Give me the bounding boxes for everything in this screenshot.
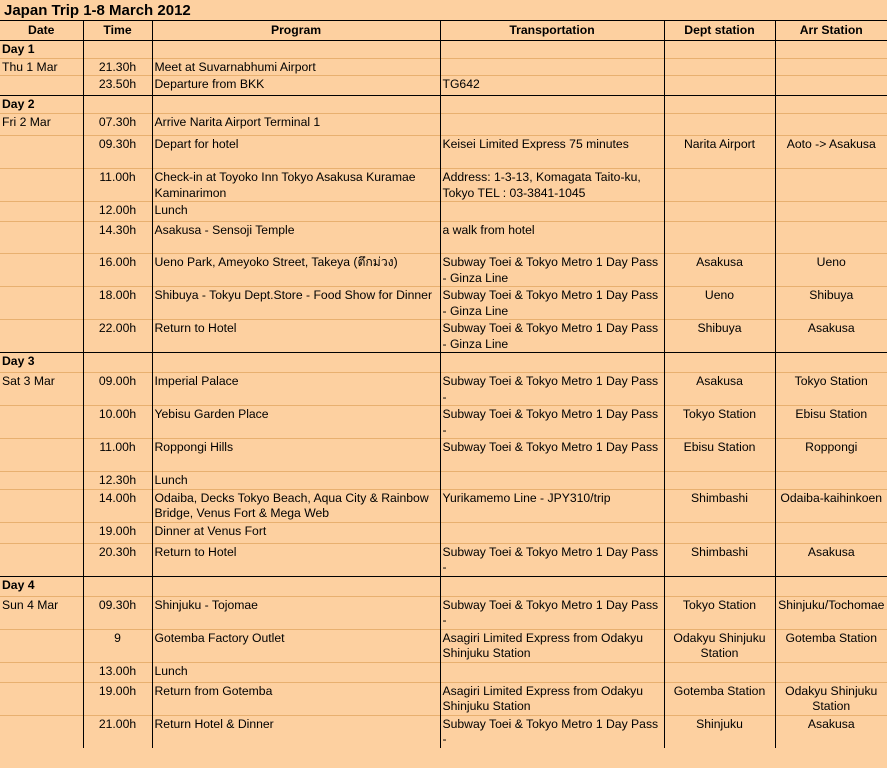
date-cell[interactable]: Day 1 — [0, 41, 83, 59]
transportation-cell[interactable] — [440, 114, 664, 136]
program-cell[interactable]: Odaiba, Decks Tokyo Beach, Aqua City & Rainbow Bridge, Venus Fort & Mega Web — [152, 489, 440, 522]
date-cell[interactable] — [0, 287, 83, 320]
arr-station-cell[interactable] — [775, 169, 887, 202]
transportation-cell[interactable]: Subway Toei & Tokyo Metro 1 Day Pass - Ginza Line — [440, 254, 664, 287]
header-arr-station: Arr Station — [775, 21, 887, 41]
program-cell[interactable]: Departure from BKK — [152, 76, 440, 96]
time-cell[interactable] — [83, 576, 152, 596]
time-cell[interactable]: 20.30h — [83, 543, 152, 576]
transportation-cell[interactable]: Keisei Limited Express 75 minutes — [440, 136, 664, 169]
time-cell[interactable]: 21.00h — [83, 715, 152, 748]
date-cell[interactable] — [0, 320, 83, 353]
table-row — [0, 114, 887, 136]
header-time: Time — [83, 21, 152, 41]
time-cell[interactable]: 19.00h — [83, 682, 152, 715]
dept-station-cell[interactable] — [664, 169, 775, 202]
program-cell[interactable]: Arrive Narita Airport Terminal 1 — [152, 114, 440, 136]
arr-station-cell[interactable] — [775, 353, 887, 373]
dept-station-cell[interactable] — [664, 353, 775, 373]
time-cell[interactable]: 09.30h — [83, 136, 152, 169]
arr-station-cell[interactable]: Shibuya — [775, 287, 887, 320]
dept-station-cell[interactable]: Ebisu Station — [664, 439, 775, 472]
transportation-cell[interactable] — [440, 202, 664, 222]
dept-station-cell[interactable]: Shimbashi — [664, 543, 775, 576]
table-row — [0, 287, 887, 320]
itinerary-body — [0, 41, 887, 748]
dept-station-cell[interactable]: Asakusa — [664, 254, 775, 287]
transportation-cell[interactable] — [440, 96, 664, 114]
table-row — [0, 406, 887, 439]
time-cell[interactable]: 12.00h — [83, 202, 152, 222]
program-cell[interactable] — [152, 96, 440, 114]
program-cell[interactable]: Roppongi Hills — [152, 439, 440, 472]
dept-station-cell[interactable] — [664, 522, 775, 543]
program-cell[interactable]: Shibuya - Tokyu Dept.Store - Food Show for Dinner — [152, 287, 440, 320]
program-cell[interactable]: Gotemba Factory Outlet — [152, 629, 440, 662]
transportation-cell[interactable]: Subway Toei & Tokyo Metro 1 Day Pass — [440, 439, 664, 472]
time-cell[interactable]: 11.00h — [83, 439, 152, 472]
header-transportation: Transportation — [440, 21, 664, 41]
program-cell[interactable]: Depart for hotel — [152, 136, 440, 169]
arr-station-cell[interactable] — [775, 58, 887, 76]
program-cell[interactable]: Lunch — [152, 202, 440, 222]
date-cell[interactable] — [0, 222, 83, 254]
arr-station-cell[interactable] — [775, 522, 887, 543]
date-cell[interactable] — [0, 543, 83, 576]
date-cell[interactable] — [0, 629, 83, 662]
program-cell[interactable]: Return to Hotel — [152, 543, 440, 576]
dept-station-cell[interactable]: Gotemba Station — [664, 682, 775, 715]
date-cell[interactable] — [0, 682, 83, 715]
arr-station-cell[interactable]: Asakusa — [775, 320, 887, 353]
dept-station-cell[interactable]: Odakyu Shinjuku Station — [664, 629, 775, 662]
program-cell[interactable]: Ueno Park, Ameyoko Street, Takeya (ตึกม่วง) — [152, 254, 440, 287]
program-cell[interactable]: Imperial Palace — [152, 373, 440, 406]
dept-station-cell[interactable] — [664, 222, 775, 254]
itinerary-table — [0, 21, 887, 748]
time-cell[interactable]: 22.00h — [83, 320, 152, 353]
time-cell[interactable]: 14.00h — [83, 489, 152, 522]
table-row — [0, 489, 887, 522]
transportation-cell[interactable] — [440, 662, 664, 682]
transportation-cell[interactable]: TG642 — [440, 76, 664, 96]
table-row — [0, 136, 887, 169]
day-header-row — [0, 41, 887, 59]
time-cell[interactable]: 11.00h — [83, 169, 152, 202]
arr-station-cell[interactable] — [775, 76, 887, 96]
program-cell[interactable]: Return Hotel & Dinner — [152, 715, 440, 748]
transportation-cell[interactable]: Subway Toei & Tokyo Metro 1 Day Pass - — [440, 543, 664, 576]
time-cell[interactable] — [83, 353, 152, 373]
program-cell[interactable]: Asakusa - Sensoji Temple — [152, 222, 440, 254]
dept-station-cell[interactable] — [664, 96, 775, 114]
time-cell[interactable]: 10.00h — [83, 406, 152, 439]
arr-station-cell[interactable] — [775, 576, 887, 596]
transportation-cell[interactable]: Subway Toei & Tokyo Metro 1 Day Pass - — [440, 373, 664, 406]
day-header-row — [0, 96, 887, 114]
dept-station-cell[interactable]: Narita Airport — [664, 136, 775, 169]
program-cell[interactable]: Return to Hotel — [152, 320, 440, 353]
transportation-cell[interactable]: Yurikamemo Line - JPY310/trip — [440, 489, 664, 522]
arr-station-cell[interactable]: Tokyo Station — [775, 373, 887, 406]
date-cell[interactable]: Day 2 — [0, 96, 83, 114]
date-cell[interactable] — [0, 169, 83, 202]
table-row — [0, 662, 887, 682]
arr-station-cell[interactable] — [775, 202, 887, 222]
program-cell[interactable] — [152, 41, 440, 59]
transportation-cell[interactable]: Subway Toei & Tokyo Metro 1 Day Pass - Ginza Line — [440, 320, 664, 353]
time-cell[interactable]: 16.00h — [83, 254, 152, 287]
program-cell[interactable]: Shinjuku - Tojomae — [152, 596, 440, 629]
date-cell[interactable]: Sun 4 Mar — [0, 596, 83, 629]
date-cell[interactable]: Fri 2 Mar — [0, 114, 83, 136]
table-row — [0, 373, 887, 406]
transportation-cell[interactable] — [440, 58, 664, 76]
dept-station-cell[interactable] — [664, 76, 775, 96]
dept-station-cell[interactable] — [664, 202, 775, 222]
arr-station-cell[interactable]: Odakyu Shinjuku Station — [775, 682, 887, 715]
time-cell[interactable] — [83, 96, 152, 114]
program-cell[interactable]: Dinner at Venus Fort — [152, 522, 440, 543]
table-row — [0, 202, 887, 222]
date-cell[interactable]: Day 3 — [0, 353, 83, 373]
program-cell[interactable] — [152, 353, 440, 373]
arr-station-cell[interactable]: Asakusa — [775, 543, 887, 576]
date-cell[interactable] — [0, 439, 83, 472]
transportation-cell[interactable]: Subway Toei & Tokyo Metro 1 Day Pass - — [440, 715, 664, 748]
table-row — [0, 596, 887, 629]
table-row — [0, 682, 887, 715]
dept-station-cell[interactable] — [664, 576, 775, 596]
table-row — [0, 629, 887, 662]
date-cell[interactable] — [0, 489, 83, 522]
transportation-cell[interactable]: a walk from hotel — [440, 222, 664, 254]
program-cell[interactable]: Lunch — [152, 472, 440, 490]
header-row — [0, 21, 887, 41]
date-cell[interactable]: Sat 3 Mar — [0, 373, 83, 406]
table-row — [0, 439, 887, 472]
dept-station-cell[interactable] — [664, 662, 775, 682]
time-cell[interactable]: 9 — [83, 629, 152, 662]
program-cell[interactable] — [152, 576, 440, 596]
dept-station-cell[interactable]: Shinjuku — [664, 715, 775, 748]
arr-station-cell[interactable]: Gotemba Station — [775, 629, 887, 662]
transportation-cell[interactable]: Subway Toei & Tokyo Metro 1 Day Pass - — [440, 406, 664, 439]
time-cell[interactable]: 14.30h — [83, 222, 152, 254]
table-row — [0, 254, 887, 287]
time-cell[interactable]: 12.30h — [83, 472, 152, 490]
date-cell[interactable] — [0, 662, 83, 682]
program-cell[interactable]: Lunch — [152, 662, 440, 682]
time-cell[interactable]: 07.30h — [83, 114, 152, 136]
time-cell[interactable]: 23.50h — [83, 76, 152, 96]
dept-station-cell[interactable]: Shimbashi — [664, 489, 775, 522]
transportation-cell[interactable]: Asagiri Limited Express from Odakyu Shinjuku Station — [440, 629, 664, 662]
dept-station-cell[interactable] — [664, 41, 775, 59]
program-cell[interactable]: Return from Gotemba — [152, 682, 440, 715]
transportation-cell[interactable] — [440, 41, 664, 59]
table-row — [0, 58, 887, 76]
time-cell[interactable]: 19.00h — [83, 522, 152, 543]
arr-station-cell[interactable] — [775, 114, 887, 136]
transportation-cell[interactable] — [440, 353, 664, 373]
arr-station-cell[interactable]: Asakusa — [775, 715, 887, 748]
program-cell[interactable]: Check-in at Toyoko Inn Tokyo Asakusa Kuramae Kaminarimon — [152, 169, 440, 202]
table-row — [0, 76, 887, 96]
transportation-cell[interactable] — [440, 522, 664, 543]
date-cell[interactable] — [0, 136, 83, 169]
dept-station-cell[interactable] — [664, 472, 775, 490]
dept-station-cell[interactable]: Shibuya — [664, 320, 775, 353]
date-cell[interactable] — [0, 522, 83, 543]
table-row — [0, 320, 887, 353]
date-cell[interactable] — [0, 202, 83, 222]
arr-station-cell[interactable]: Ueno — [775, 254, 887, 287]
header-program: Program — [152, 21, 440, 41]
time-cell[interactable] — [83, 41, 152, 59]
program-cell[interactable]: Meet at Suvarnabhumi Airport — [152, 58, 440, 76]
arr-station-cell[interactable] — [775, 222, 887, 254]
transportation-cell[interactable] — [440, 576, 664, 596]
dept-station-cell[interactable]: Ueno — [664, 287, 775, 320]
date-cell[interactable] — [0, 406, 83, 439]
dept-station-cell[interactable] — [664, 114, 775, 136]
arr-station-cell[interactable]: Aoto -> Asakusa — [775, 136, 887, 169]
header-dept-station: Dept station — [664, 21, 775, 41]
arr-station-cell[interactable] — [775, 41, 887, 59]
table-row — [0, 222, 887, 254]
table-row — [0, 543, 887, 576]
date-cell[interactable] — [0, 472, 83, 490]
dept-station-cell[interactable] — [664, 58, 775, 76]
header-date: Date — [0, 21, 83, 41]
dept-station-cell[interactable]: Asakusa — [664, 373, 775, 406]
program-cell[interactable]: Yebisu Garden Place — [152, 406, 440, 439]
transportation-cell[interactable] — [440, 472, 664, 490]
date-cell[interactable] — [0, 254, 83, 287]
dept-station-cell[interactable]: Tokyo Station — [664, 406, 775, 439]
dept-station-cell[interactable]: Tokyo Station — [664, 596, 775, 629]
table-row — [0, 715, 887, 748]
date-cell[interactable] — [0, 76, 83, 96]
arr-station-cell[interactable] — [775, 96, 887, 114]
transportation-cell[interactable]: Subway Toei & Tokyo Metro 1 Day Pass - — [440, 596, 664, 629]
arr-station-cell[interactable] — [775, 662, 887, 682]
time-cell[interactable]: 13.00h — [83, 662, 152, 682]
day-header-row — [0, 576, 887, 596]
day-header-row — [0, 353, 887, 373]
arr-station-cell[interactable]: Shinjuku/Tochomae — [775, 596, 887, 629]
transportation-cell[interactable]: Address: 1-3-13, Komagata Taito-ku, Tokyo TEL : 03-3841-1045 — [440, 169, 664, 202]
table-row — [0, 169, 887, 202]
arr-station-cell[interactable]: Odaiba-kaihinkoen — [775, 489, 887, 522]
sheet-title: Japan Trip 1-8 March 2012 — [0, 0, 887, 21]
time-cell[interactable]: 18.00h — [83, 287, 152, 320]
date-cell[interactable]: Day 4 — [0, 576, 83, 596]
date-cell[interactable] — [0, 715, 83, 748]
time-cell[interactable]: 09.00h — [83, 373, 152, 406]
arr-station-cell[interactable] — [775, 472, 887, 490]
table-row — [0, 472, 887, 490]
time-cell[interactable]: 21.30h — [83, 58, 152, 76]
transportation-cell[interactable]: Asagiri Limited Express from Odakyu Shinjuku Station — [440, 682, 664, 715]
arr-station-cell[interactable]: Ebisu Station — [775, 406, 887, 439]
date-cell[interactable]: Thu 1 Mar — [0, 58, 83, 76]
time-cell[interactable]: 09.30h — [83, 596, 152, 629]
transportation-cell[interactable]: Subway Toei & Tokyo Metro 1 Day Pass - Ginza Line — [440, 287, 664, 320]
arr-station-cell[interactable]: Roppongi — [775, 439, 887, 472]
table-row — [0, 522, 887, 543]
